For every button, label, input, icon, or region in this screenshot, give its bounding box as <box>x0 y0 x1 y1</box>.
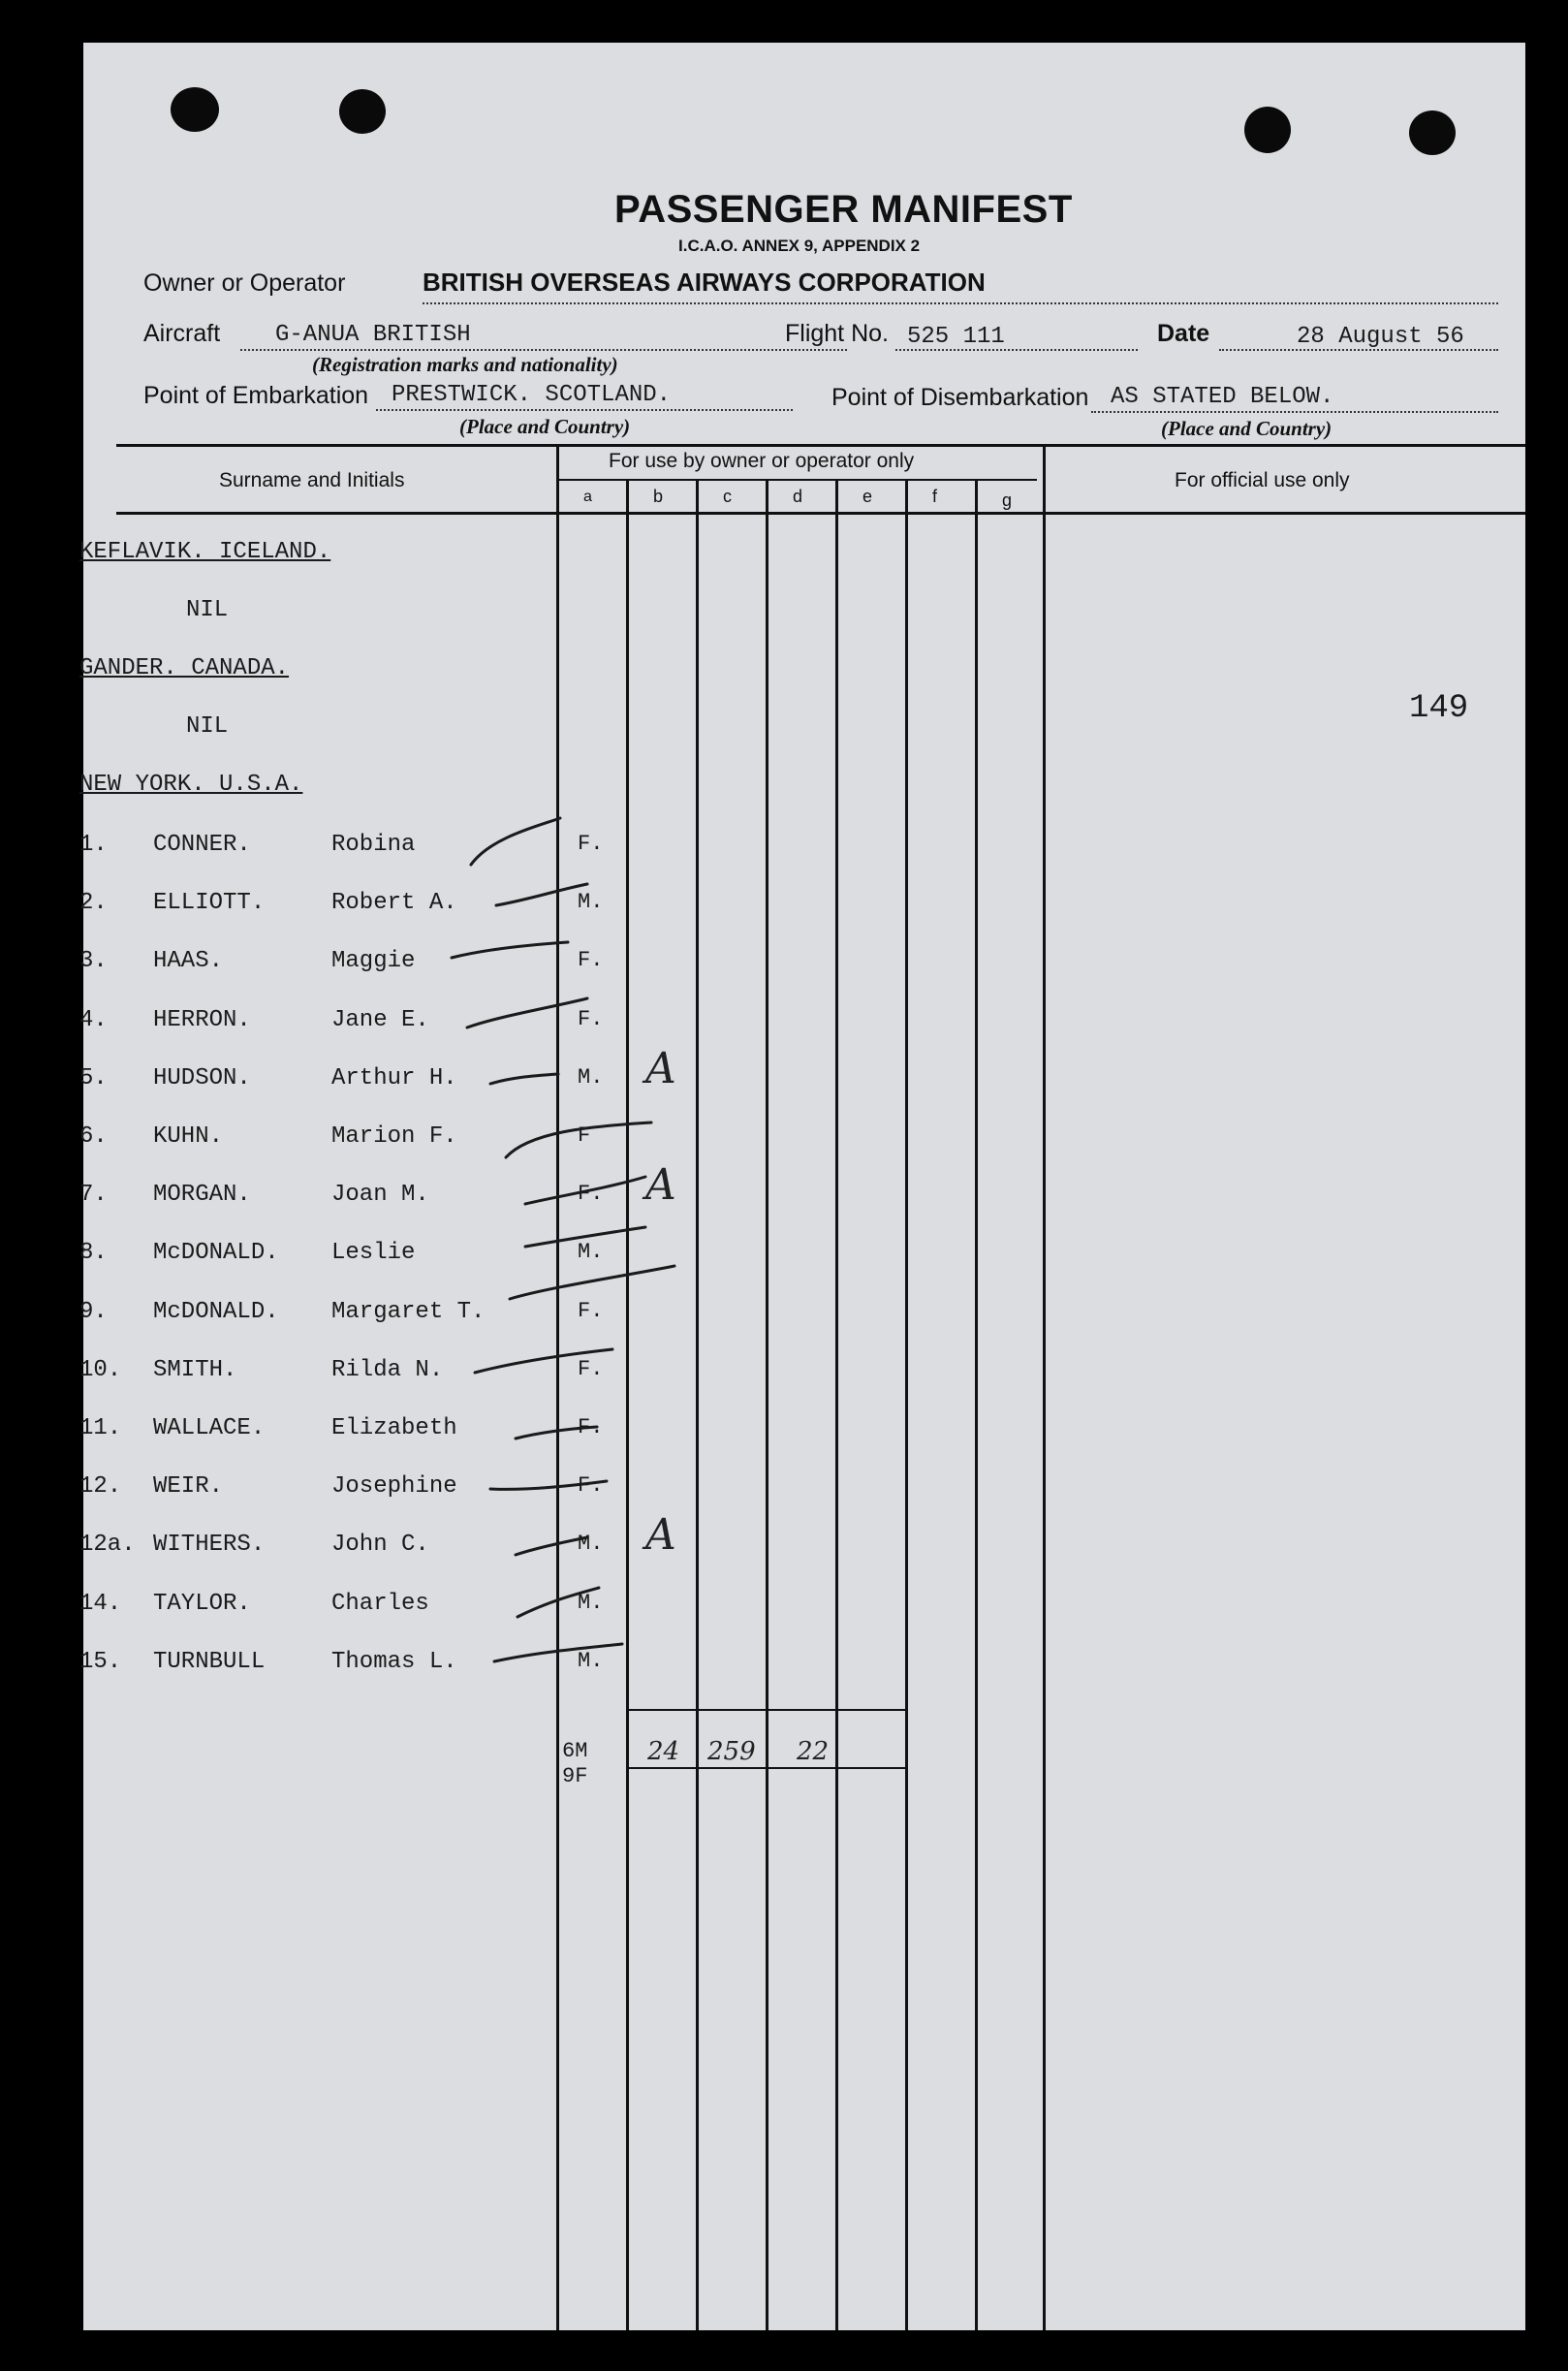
row-number: 12. <box>79 1473 122 1500</box>
row-number: 2. <box>79 890 108 916</box>
passenger-sex: F. <box>578 1473 604 1498</box>
subcolumn-a: a <box>583 489 592 505</box>
passenger-surname: WEIR. <box>153 1473 224 1500</box>
column-official-use: For official use only <box>1175 469 1350 491</box>
row-number: 6. <box>79 1123 108 1150</box>
passenger-sex: F <box>578 1123 591 1148</box>
row-number: 14. <box>79 1591 122 1617</box>
passenger-sex: F. <box>578 1182 604 1206</box>
passenger-sex: F. <box>578 1007 604 1031</box>
date-value: 28 August 56 <box>1297 324 1464 350</box>
disembarkation-label: Point of Disembarkation <box>831 384 1089 411</box>
passenger-sex: F. <box>578 1299 604 1323</box>
disembarkation-value: AS STATED BELOW. <box>1111 384 1334 410</box>
subcolumn-g: g <box>1002 490 1013 510</box>
row-number: 8. <box>79 1240 108 1266</box>
passenger-sex: M. <box>578 1591 604 1615</box>
section-place: KEFLAVIK. ICELAND. <box>79 539 331 565</box>
passenger-given-name: Jane E. <box>331 1007 429 1033</box>
embarkation-value: PRESTWICK. SCOTLAND. <box>392 382 672 408</box>
passenger-given-name: Margaret T. <box>331 1299 486 1325</box>
row-number: 15. <box>79 1649 122 1675</box>
passenger-surname: KUHN. <box>153 1123 224 1150</box>
page-subtitle: I.C.A.O. ANNEX 9, APPENDIX 2 <box>678 237 921 255</box>
total-b: 24 <box>647 1737 680 1766</box>
passenger-sex: F. <box>578 832 604 856</box>
passenger-surname: WITHERS. <box>153 1532 266 1558</box>
passenger-surname: ELLIOTT. <box>153 890 266 916</box>
passenger-surname: MORGAN. <box>153 1182 251 1208</box>
handwritten-mark: A <box>645 1044 676 1093</box>
date-label: Date <box>1157 320 1210 347</box>
flight-value: 525 111 <box>907 324 1005 350</box>
passenger-surname: TURNBULL <box>153 1649 266 1675</box>
passenger-given-name: Charles <box>331 1591 429 1617</box>
row-number: 10. <box>79 1357 122 1383</box>
passenger-surname: CONNER. <box>153 832 251 858</box>
passenger-given-name: Marion F. <box>331 1123 457 1150</box>
total-a-male: 6M <box>562 1739 588 1763</box>
passenger-given-name: John C. <box>331 1532 429 1558</box>
passenger-given-name: Robert A. <box>331 890 457 916</box>
passenger-surname: HERRON. <box>153 1007 251 1033</box>
passenger-sex: M. <box>578 1065 604 1090</box>
row-number: 11. <box>79 1415 122 1441</box>
row-number: 1. <box>79 832 108 858</box>
flight-label: Flight No. <box>785 320 889 347</box>
passenger-surname: HAAS. <box>153 948 224 974</box>
page-number: 149 <box>1409 690 1469 727</box>
row-number: 5. <box>79 1065 108 1091</box>
passenger-surname: McDONALD. <box>153 1240 279 1266</box>
handwritten-mark: A <box>645 1510 676 1560</box>
section-note: NIL <box>186 597 229 623</box>
passenger-surname: TAYLOR. <box>153 1591 251 1617</box>
total-a-female: 9F <box>562 1764 588 1788</box>
aircraft-value: G-ANUA BRITISH <box>275 322 471 348</box>
aircraft-note: (Registration marks and nationality) <box>312 353 618 376</box>
column-surname: Surname and Initials <box>219 469 405 491</box>
column-owner-use: For use by owner or operator only <box>609 450 915 472</box>
passenger-given-name: Josephine <box>331 1473 457 1500</box>
owner-value: BRITISH OVERSEAS AIRWAYS CORPORATION <box>423 268 986 297</box>
handwritten-marks <box>83 43 1525 2330</box>
passenger-sex: M. <box>578 890 604 914</box>
embarkation-note: (Place and Country) <box>459 415 631 438</box>
handwritten-mark: A <box>645 1160 676 1210</box>
page-title: PASSENGER MANIFEST <box>614 188 1073 231</box>
passenger-given-name: Joan M. <box>331 1182 429 1208</box>
passenger-surname: WALLACE. <box>153 1415 266 1441</box>
row-number: 12a. <box>79 1532 136 1558</box>
section-place: GANDER. CANADA. <box>79 655 290 681</box>
section-place: NEW YORK. U.S.A. <box>79 772 303 798</box>
passenger-sex: M. <box>578 1532 604 1556</box>
passenger-surname: McDONALD. <box>153 1299 279 1325</box>
subcolumn-d: d <box>793 487 803 506</box>
subcolumn-f: f <box>932 487 938 506</box>
section-note: NIL <box>186 713 229 740</box>
passenger-given-name: Leslie <box>331 1240 416 1266</box>
subcolumn-c: c <box>723 487 732 506</box>
passenger-sex: F. <box>578 1415 604 1439</box>
passenger-given-name: Elizabeth <box>331 1415 457 1441</box>
row-number: 9. <box>79 1299 108 1325</box>
subcolumn-e: e <box>862 487 873 506</box>
total-d: 22 <box>797 1737 830 1766</box>
passenger-given-name: Maggie <box>331 948 416 974</box>
passenger-given-name: Robina <box>331 832 416 858</box>
row-number: 4. <box>79 1007 108 1033</box>
manifest-sheet <box>79 43 1525 2330</box>
passenger-given-name: Rilda N. <box>331 1357 444 1383</box>
passenger-surname: SMITH. <box>153 1357 237 1383</box>
aircraft-label: Aircraft <box>143 320 221 347</box>
passenger-sex: M. <box>578 1649 604 1673</box>
passenger-given-name: Thomas L. <box>331 1649 457 1675</box>
disembarkation-note: (Place and Country) <box>1161 417 1333 440</box>
passenger-given-name: Arthur H. <box>331 1065 457 1091</box>
row-number: 7. <box>79 1182 108 1208</box>
passenger-sex: F. <box>578 1357 604 1381</box>
passenger-sex: F. <box>578 948 604 972</box>
total-c: 259 <box>707 1737 756 1766</box>
row-number: 3. <box>79 948 108 974</box>
passenger-surname: HUDSON. <box>153 1065 251 1091</box>
passenger-sex: M. <box>578 1240 604 1264</box>
embarkation-label: Point of Embarkation <box>143 382 369 409</box>
owner-label: Owner or Operator <box>143 269 346 297</box>
subcolumn-b: b <box>653 487 664 506</box>
